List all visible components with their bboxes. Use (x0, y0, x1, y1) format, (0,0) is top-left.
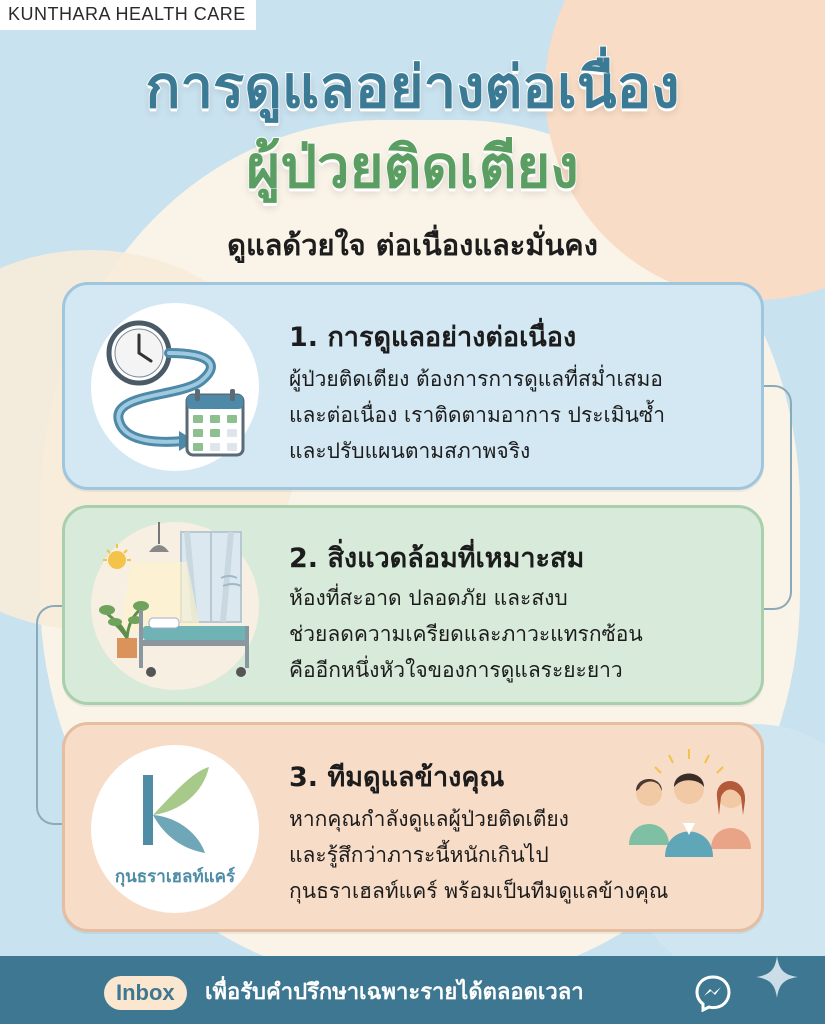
card-text-line: คืออีกหนึ่งหัวใจของการดูแลระยะยาว (289, 658, 623, 682)
card-text-line: ช่วยลดความเครียดและภาวะแทรกซ้อน (289, 622, 643, 646)
page-title-secondary: ผู้ป่วยติดเตียง (246, 133, 579, 201)
care-team-illustration (625, 745, 755, 875)
card-text-line: และต่อเนื่อง เราติดตามอาการ ประเมินซ้ำ (289, 403, 665, 427)
page-title: การดูแลอย่างต่อเนื่อง (145, 53, 680, 121)
card-text-line: ห้องที่สะอาด ปลอดภัย และสงบ (289, 586, 568, 610)
brand-label: KUNTHARA HEALTH CARE (0, 0, 256, 30)
info-card-care-team (62, 722, 764, 932)
card-text-line: และรู้สึกว่าภาระนี้หนักเกินไป (289, 843, 549, 867)
card-title: 2. สิ่งแวดล้อมที่เหมาะสม (289, 543, 585, 574)
card-text-line: กุนธราเฮลท์แคร์ พร้อมเป็นทีมดูแลข้างคุณ (289, 879, 669, 903)
messenger-icon[interactable] (694, 974, 732, 1012)
footer-bar (0, 956, 825, 1024)
page-subtitle: ดูแลด้วยใจ ต่อเนื่องและมั่นคง (227, 228, 598, 262)
connector-line (764, 385, 792, 610)
info-card-continuous-care (62, 282, 764, 490)
logo-text: กุนธราเฮลท์แคร์ (114, 867, 236, 887)
kunthara-logo (91, 745, 259, 913)
connector-line (36, 605, 64, 825)
card-text-line: หากคุณกำลังดูแลผู้ป่วยติดเตียง (289, 807, 569, 831)
footer-text: เพื่อรับคำปรึกษาเฉพาะรายได้ตลอดเวลา (205, 980, 584, 1005)
card-title: 3. ทีมดูแลข้างคุณ (289, 762, 505, 793)
card-text-line: และปรับแผนตามสภาพจริง (289, 439, 531, 463)
inbox-button[interactable]: Inbox (104, 976, 187, 1010)
sparkle-icon (752, 952, 802, 1002)
info-card-environment (62, 505, 764, 705)
card-title: 1. การดูแลอย่างต่อเนื่อง (289, 322, 577, 353)
hospital-bed-icon (91, 522, 259, 690)
card-text-line: ผู้ป่วยติดเตียง ต้องการการดูแลที่สม่ำเสมอ (289, 367, 663, 391)
clock-calendar-icon (91, 303, 259, 471)
